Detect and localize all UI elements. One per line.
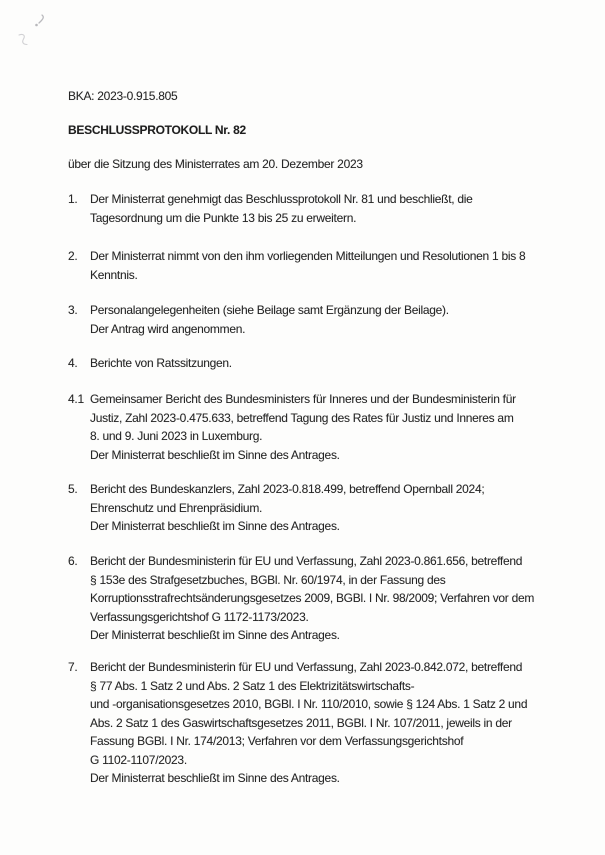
item-line: Der Ministerrat genehmigt das Beschlussprotokoll Nr. 81 und beschließt, die: [90, 192, 473, 206]
item-line: Fassung BGBl. I Nr. 174/2013; Verfahren vor dem Verfassungsgerichtshof: [90, 734, 464, 748]
item-text: [90, 247, 585, 284]
item-text: [90, 390, 585, 464]
agenda-item-5: [68, 480, 585, 536]
item-number: 2.: [68, 249, 78, 263]
item-line: Abs. 2 Satz 1 des Gaswirtschaftsgesetzes 2011, BGBl. I Nr. 107/2011, jeweils in der: [90, 715, 512, 730]
item-line: Bericht der Bundesministerin für EU und Verfassung, Zahl 2023-0.861.656, betreffend: [90, 554, 523, 568]
item-line: Tagesordnung um die Punkte 13 bis 25 zu erweitern.: [90, 210, 357, 225]
item-line: Personalangelegenheiten (siehe Beilage samt Ergänzung der Beilage).: [90, 303, 449, 317]
pencil-scribble-icon: [8, 6, 56, 56]
item-number: 5.: [68, 482, 78, 496]
item-line: G 1102-1107/2023.: [90, 752, 187, 767]
item-line: Verfassungsgerichtshof G 1172-1173/2023.: [90, 609, 309, 624]
agenda-item-2: [68, 247, 585, 284]
item-text: [90, 301, 585, 338]
item-line: und -organisationsgesetzes 2010, BGBl. I Nr. 110/2010, sowie § 124 Abs. 1 Satz 2 und: [90, 697, 528, 711]
item-line: Justiz, Zahl 2023-0.475.633, betreffend Tagung des Rates für Justiz und Inneres am: [90, 410, 514, 425]
item-line: § 77 Abs. 1 Satz 2 und Abs. 2 Satz 1 des Elektrizitätswirtschafts-: [90, 678, 415, 693]
item-line: Gemeinsamer Bericht des Bundesministers für Inneres und der Bundesministerin für: [90, 392, 516, 406]
item-number: 4.: [68, 356, 78, 370]
item-line: Der Ministerrat beschließt im Sinne des Antrages.: [90, 771, 340, 785]
item-text: [90, 552, 585, 645]
item-line: § 153e des Strafgesetzbuches, BGBl. Nr. 60/1974, in der Fassung des: [90, 572, 446, 587]
agenda-item-4-1: [68, 390, 585, 464]
agenda-item-7: [68, 658, 585, 788]
agenda-item-1: [68, 190, 585, 227]
item-line: Bericht des Bundeskanzlers, Zahl 2023-0.818.499, betreffend Opernball 2024;: [90, 482, 485, 496]
item-line: Der Antrag wird angenommen.: [90, 321, 246, 336]
item-number: 6.: [68, 554, 78, 568]
item-line: Ehrenschutz und Ehrenpräsidium.: [90, 500, 263, 515]
item-line: Berichte von Ratssitzungen.: [90, 356, 232, 370]
agenda-item-3: [68, 301, 585, 338]
item-number: 7.: [68, 660, 78, 674]
item-line: Kenntnis.: [90, 267, 138, 282]
document-subtitle: über die Sitzung des Ministerrates am 20. Dezember 2023: [68, 157, 363, 171]
agenda-item-6: [68, 552, 585, 645]
item-number: 4.1: [68, 392, 84, 406]
item-line: Bericht der Bundesministerin für EU und Verfassung, Zahl 2023-0.842.072, betreffend: [90, 660, 523, 674]
item-text: [90, 658, 585, 788]
item-line: Der Ministerrat beschließt im Sinne des Antrages.: [90, 628, 340, 642]
document-title: BESCHLUSSPROTOKOLL Nr. 82: [68, 123, 246, 137]
item-line: Der Ministerrat beschließt im Sinne des Antrages.: [90, 447, 340, 462]
item-line: Korruptionsstrafrechtsänderungsgesetzes 2009, BGBl. I Nr. 98/2009; Verfahren vor dem: [90, 591, 535, 605]
item-number: 3.: [68, 303, 78, 317]
item-text: [90, 480, 585, 536]
item-number: 1.: [68, 192, 78, 206]
item-text: [90, 354, 585, 373]
item-text: [90, 190, 585, 227]
item-line: Der Ministerrat nimmt von den ihm vorliegenden Mitteilungen und Resolutionen 1 bis 8: [90, 249, 526, 263]
item-line: Der Ministerrat beschließt im Sinne des Antrages.: [90, 519, 340, 533]
agenda-item-4: [68, 354, 585, 373]
document-reference: BKA: 2023-0.915.805: [68, 89, 178, 103]
item-line: 8. und 9. Juni 2023 in Luxemburg.: [90, 429, 263, 443]
